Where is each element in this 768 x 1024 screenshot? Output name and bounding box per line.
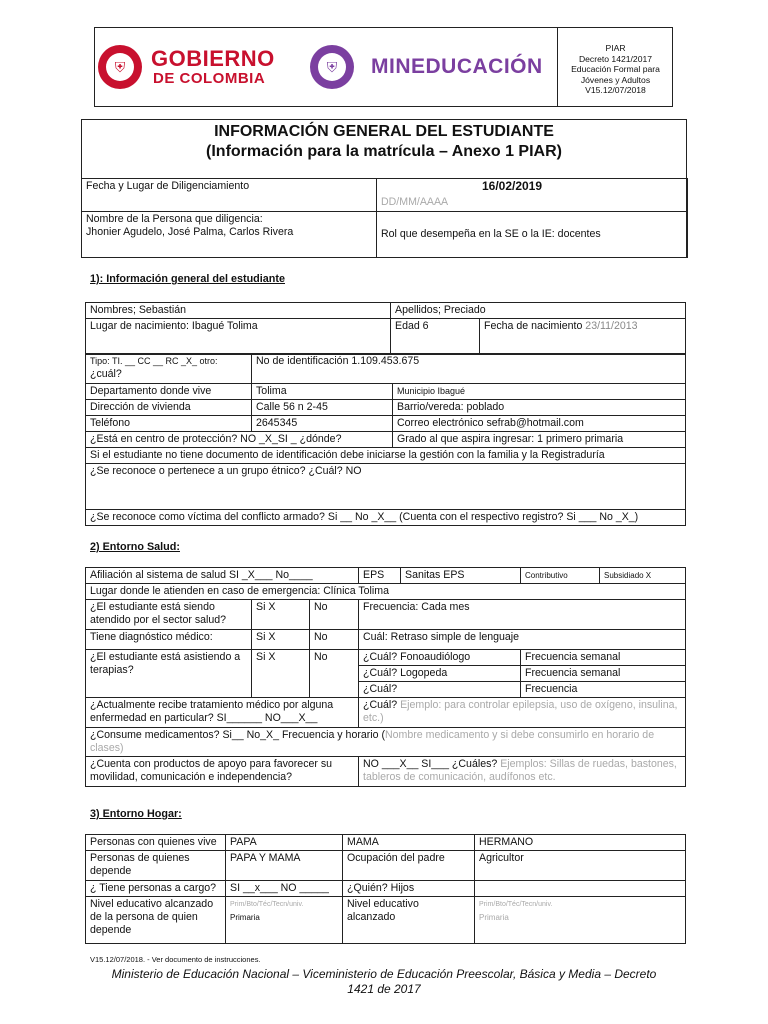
diagnostico-cual[interactable]: Cuál: Retraso simple de lenguaje (359, 630, 686, 650)
apellidos-cell[interactable]: Apellidos; Preciado (391, 303, 686, 319)
fecha-nac-label: Fecha de nacimiento (484, 320, 586, 332)
ocupacion-value[interactable]: Agricultor (475, 851, 686, 881)
nivel-label: Nivel educativo alcanzado de la persona de quien depende (86, 897, 226, 944)
atendido-no[interactable]: No (310, 600, 359, 630)
cargo-answer[interactable]: SI __x___ NO _____ (226, 881, 343, 897)
terapias-question: ¿El estudiante está asistiendo a terapias? (86, 650, 252, 698)
persona-label: Nombre de la Persona que diligencia: (86, 213, 263, 225)
quien-cell[interactable]: ¿Quién? Hijos (343, 881, 475, 897)
tipo-doc-label: Tipo: TI. __ CC __ RC _X_ otro: (90, 356, 218, 366)
depende-label: Personas de quienes depende (86, 851, 226, 881)
departamento-label: Departamento donde vive (86, 384, 252, 400)
terapia-cual-3[interactable]: ¿Cuál? (359, 682, 521, 698)
page-subtitle: (Información para la matrícula – Anexo 1 PIAR) (206, 143, 562, 160)
meta-table (81, 178, 688, 258)
fecha-placeholder: DD/MM/AAAA (381, 196, 449, 208)
departamento-value[interactable]: Tolima (252, 384, 393, 400)
gov-logo-line1: GOBIERNO (151, 46, 275, 71)
nivel-value: Primaria (230, 913, 260, 922)
nivel2-cell[interactable] (475, 897, 686, 944)
apoyo-hint: Ejemplos: Sillas de ruedas, bastones, tableros de comunicación, audífonos etc. (363, 758, 677, 783)
lugar-nacimiento-cell[interactable]: Lugar de nacimiento: Ibagué Tolima (86, 319, 391, 355)
sin-documento-cell: Si el estudiante no tiene documento de identificación debe iniciarse la gestión con la familia y la Registraduría (86, 448, 686, 464)
direccion-value[interactable]: Calle 56 n 2-45 (252, 400, 393, 416)
student-table-top (85, 302, 686, 355)
persona-value: Jhonier Agudelo, José Palma, Carlos Rivera (86, 226, 294, 238)
educacion-line1: Educación Formal para (571, 64, 660, 74)
nivel-hint: Prim/Bto/Téc/Tecn/univ. (230, 901, 304, 908)
persona-cell[interactable] (82, 212, 377, 258)
fecha-nacimiento-cell[interactable] (480, 319, 686, 355)
terapia-frecuencia-1[interactable]: Frecuencia semanal (521, 650, 686, 666)
vive-persona-1[interactable]: PAPA (226, 835, 343, 851)
quien-empty[interactable] (475, 881, 686, 897)
vive-persona-2[interactable]: MAMA (343, 835, 475, 851)
medicamentos-hint: Nombre medicamento y si debe consumirlo en horario de clases) (90, 729, 655, 754)
depende-value[interactable]: PAPA Y MAMA (226, 851, 343, 881)
etnico-cell[interactable]: ¿Se reconoce o pertenece a un grupo étnico? ¿Cuál? NO (86, 464, 686, 510)
piar-label: PIAR (605, 43, 626, 53)
eps-label: EPS (359, 568, 401, 584)
tratamiento-question[interactable]: ¿Actualmente recibe tratamiento médico por alguna enfermedad en particular? SI______ NO___X__ (86, 698, 359, 728)
terapia-cual-1[interactable]: ¿Cuál? Fonoaudiólogo (359, 650, 521, 666)
piar-reference (557, 28, 673, 106)
medicamentos-cell[interactable] (86, 728, 686, 757)
terapias-no[interactable]: No (310, 650, 359, 698)
apoyo-answer-cell[interactable] (359, 757, 686, 787)
footer-note: V15.12/07/2018. - Ver documento de instrucciones. (90, 955, 261, 964)
version-label: V15.12/07/2018 (585, 85, 646, 95)
diagnostico-si[interactable]: Si X (252, 630, 310, 650)
atendido-frecuencia[interactable]: Frecuencia: Cada mes (359, 600, 686, 630)
ocupacion-label: Ocupación del padre (343, 851, 475, 881)
terapia-frecuencia-2[interactable]: Frecuencia semanal (521, 666, 686, 682)
fecha-cell[interactable] (377, 179, 688, 212)
vive-label: Personas con quienes vive (86, 835, 226, 851)
telefono-value[interactable]: 2645345 (252, 416, 393, 432)
tratamiento-cual-cell[interactable] (359, 698, 686, 728)
edad-cell[interactable]: Edad 6 (391, 319, 480, 355)
atendido-si[interactable]: Si X (252, 600, 310, 630)
home-table (85, 834, 686, 944)
eps-value[interactable]: Sanitas EPS (401, 568, 521, 584)
nivel2-label: Nivel educativo alcanzado (343, 897, 475, 944)
nivel2-hint: Prim/Bto/Téc/Tecn/univ. (479, 901, 553, 908)
health-table (85, 567, 686, 787)
apoyo-answer: NO ___X__ SI___ ¿Cuáles? (363, 758, 501, 770)
medicamentos-label: ¿Consume medicamentos? Si__ No_X_ Frecuencia y horario ( (90, 729, 385, 741)
header-box (94, 27, 673, 107)
victima-cell[interactable]: ¿Se reconoce como víctima del conflicto armado? Si __ No _X__ (Cuenta con el respectivo registro? Si ___ No _X_) (86, 510, 686, 526)
fecha-label: Fecha y Lugar de Diligenciamiento (82, 179, 377, 212)
afiliacion-cell[interactable]: Afiliación al sistema de salud SI _X___ No____ (86, 568, 359, 584)
terapia-cual-2[interactable]: ¿Cuál? Logopeda (359, 666, 521, 682)
proteccion-cell[interactable]: ¿Está en centro de protección? NO _X_SI _ ¿dónde? (86, 432, 393, 448)
diagnostico-no[interactable]: No (310, 630, 359, 650)
page-title: INFORMACIÓN GENERAL DEL ESTUDIANTE (214, 123, 554, 140)
terapia-frecuencia-3[interactable]: Frecuencia (521, 682, 686, 698)
mineducacion-seal-icon: ⛨ (310, 45, 354, 89)
correo-cell[interactable]: Correo electrónico sefrab@hotmail.com (393, 416, 686, 432)
section3-title: 3) Entorno Hogar: (90, 808, 182, 820)
nombres-cell[interactable]: Nombres; Sebastián (86, 303, 391, 319)
rol-cell[interactable]: Rol que desempeña en la SE o la IE: docentes (377, 212, 688, 258)
municipio-cell[interactable]: Municipio Ibagué (393, 384, 686, 400)
vive-persona-3[interactable]: HERMANO (475, 835, 686, 851)
tipo-doc-cell[interactable] (86, 354, 252, 384)
barrio-cell[interactable]: Barrio/vereda: poblado (393, 400, 686, 416)
grado-cell[interactable]: Grado al que aspira ingresar: 1 primero primaria (393, 432, 686, 448)
tratamiento-cual-label: ¿Cuál? (363, 699, 401, 711)
terapias-si[interactable]: Si X (252, 650, 310, 698)
direccion-label: Dirección de vivienda (86, 400, 252, 416)
emergencia-cell[interactable]: Lugar donde le atienden en caso de emergencia: Clínica Tolima (86, 584, 686, 600)
fecha-value: 16/02/2019 (481, 179, 543, 193)
nivel2-value: Primaria (479, 913, 509, 922)
section1-title: 1): Información general del estudiante (90, 273, 285, 285)
no-identificacion-cell[interactable]: No de identificación 1.109.453.675 (252, 354, 686, 384)
apoyo-question: ¿Cuenta con productos de apoyo para favorecer su movilidad, comunicación e independencia? (86, 757, 359, 787)
cargo-question: ¿ Tiene personas a cargo? (86, 881, 226, 897)
fecha-nac-value: 23/11/2013 (585, 320, 638, 332)
atendido-question: ¿El estudiante está siendo atendido por el sector salud? (86, 600, 252, 630)
contributivo-cell[interactable]: Contributivo (521, 568, 600, 584)
nivel-cell[interactable] (226, 897, 343, 944)
telefono-label: Teléfono (86, 416, 252, 432)
tipo-cual-label: ¿cuál? (90, 368, 122, 380)
educacion-line2: Jóvenes y Adultos (580, 74, 651, 85)
tratamiento-hint: Ejemplo: para controlar epilepsia, uso de oxígeno, insulina, etc.) (363, 699, 678, 724)
decreto-label: Decreto 1421/2017 (578, 53, 653, 64)
section2-title: 2) Entorno Salud: (90, 541, 180, 553)
mineducacion-logo-text: MINEDUCACIÓN (371, 55, 543, 78)
footer-ministry: Ministerio de Educación Nacional – Viceministerio de Educación Preescolar, Básica y Media – Decreto 1421 de 2017 (111, 967, 657, 996)
subsidiado-cell[interactable]: Subsidiado X (600, 568, 686, 584)
diagnostico-question: Tiene diagnóstico médico: (86, 630, 252, 650)
gov-logo-line2: DE COLOMBIA (153, 70, 266, 87)
student-table-bottom (85, 353, 686, 526)
colombia-seal-icon: ⛨ (98, 45, 142, 89)
